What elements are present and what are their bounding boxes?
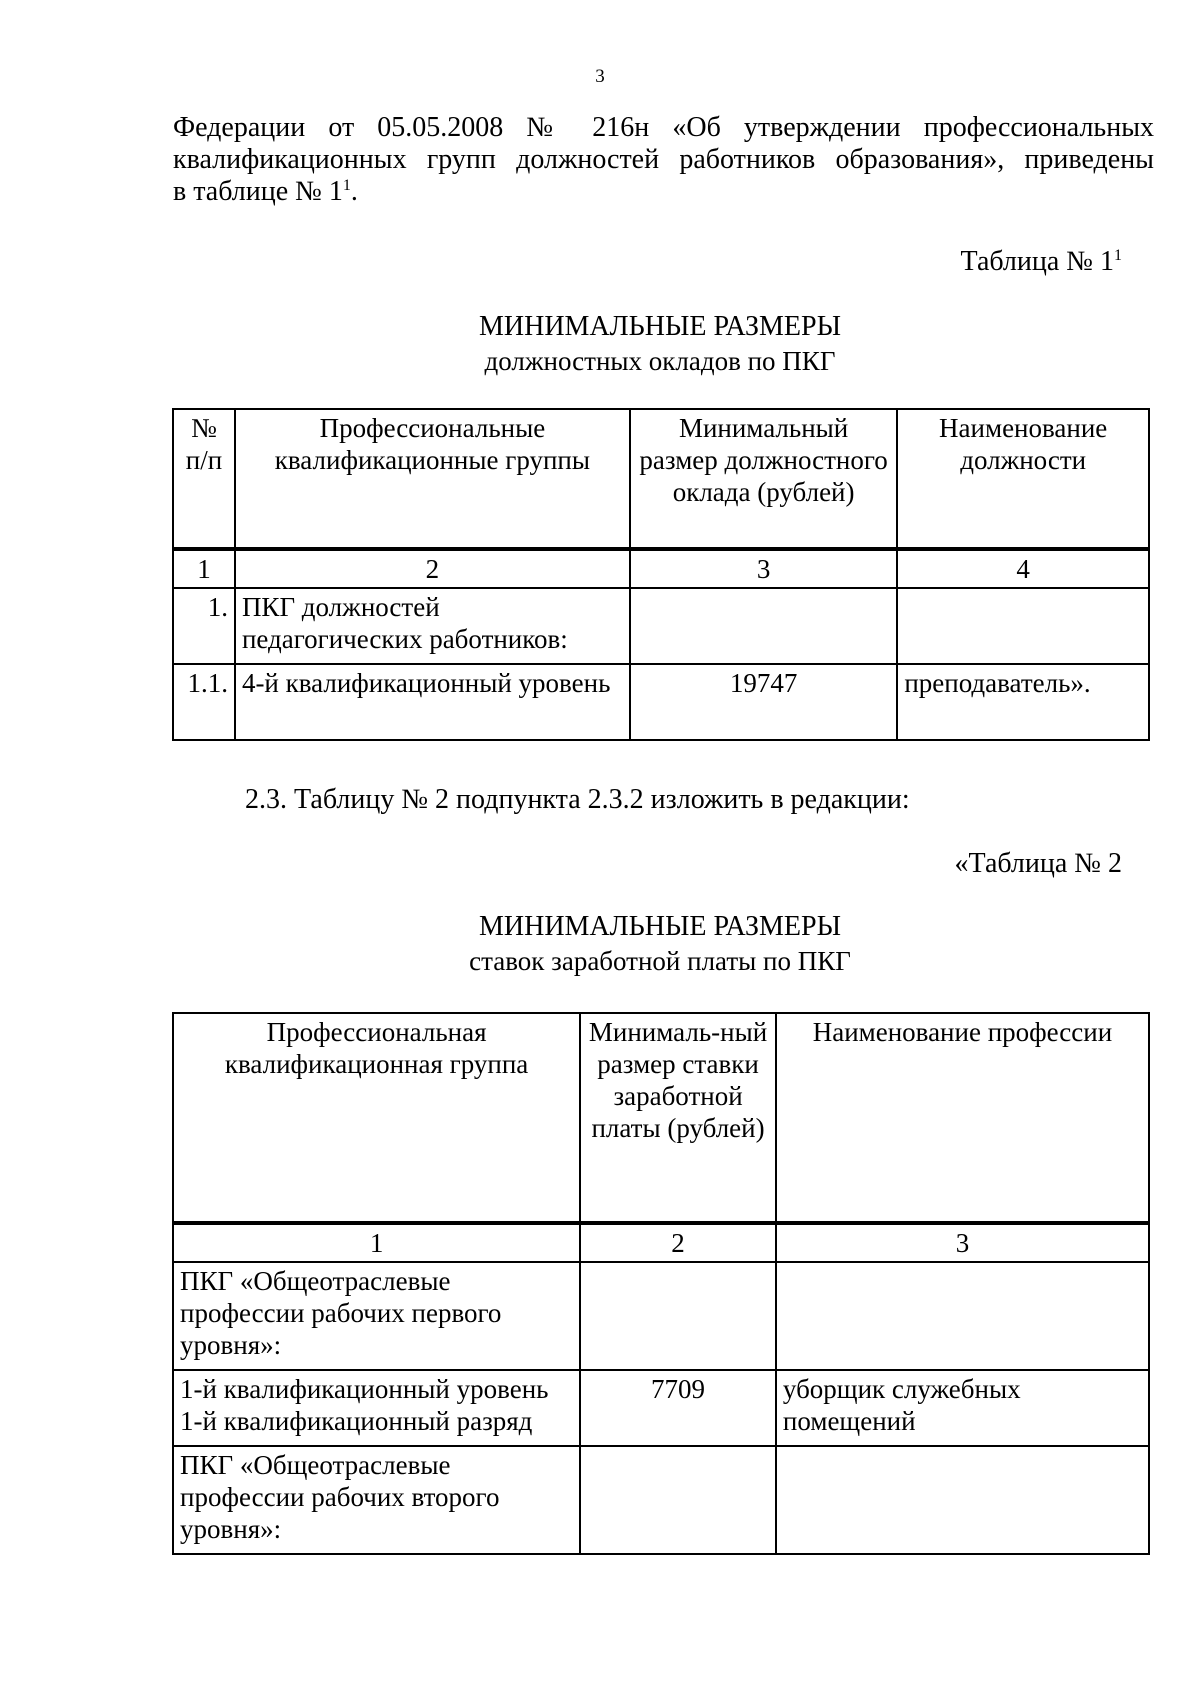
row-group: ПКГ «Общеотраслевые профессии рабочих второго уровня»: bbox=[173, 1446, 580, 1554]
table1-header-position: Наименование должности bbox=[897, 409, 1149, 549]
table1-colnum: 3 bbox=[630, 549, 897, 588]
row-position: преподаватель». bbox=[897, 664, 1149, 740]
table1-heading bbox=[0, 310, 1200, 378]
table1-header-num: № п/п bbox=[173, 409, 235, 549]
intro-line-2: квалификационных групп должностей работников образования», приведены bbox=[173, 144, 1154, 175]
table2-title: МИНИМАЛЬНЫЕ РАЗМЕРЫ bbox=[478, 911, 842, 942]
table2-header-row bbox=[173, 1013, 1149, 1223]
row-salary bbox=[630, 588, 897, 664]
table-row bbox=[173, 664, 1149, 740]
table-row bbox=[173, 588, 1149, 664]
row-rate bbox=[580, 1262, 776, 1370]
table1-title: МИНИМАЛЬНЫЕ РАЗМЕРЫ bbox=[478, 311, 842, 342]
table1-colnum: 2 bbox=[235, 549, 630, 588]
table1-label: Таблица № $1^1$ bbox=[960, 246, 1122, 277]
intro-line-1: Федерации от 05.05.2008 № 216н «Об утверждении профессиональных bbox=[173, 112, 1154, 143]
table-row bbox=[173, 1370, 1149, 1446]
row-group: ПКГ должностей педагогических работников: bbox=[235, 588, 630, 664]
table2-colnum: 2 bbox=[580, 1223, 776, 1262]
table2-header-group: Профессиональная квалификационная группа bbox=[173, 1013, 580, 1223]
table1-header-group: Профессиональные квалификационные группы bbox=[235, 409, 630, 549]
table2 bbox=[172, 1012, 1150, 1555]
row-group: 1-й квалификационный уровень 1-й квалификационный разряд bbox=[173, 1370, 580, 1446]
page-number: 3 bbox=[595, 66, 605, 87]
table1 bbox=[172, 408, 1150, 741]
row-profession bbox=[776, 1262, 1149, 1370]
row-group: ПКГ «Общеотраслевые профессии рабочих первого уровня»: bbox=[173, 1262, 580, 1370]
row-rate: 7709 bbox=[580, 1370, 776, 1446]
table2-colnum: 1 bbox=[173, 1223, 580, 1262]
section-paragraph: 2.3. Таблицу № 2 подпункта 2.3.2 изложить в редакции: bbox=[245, 784, 910, 815]
table-row bbox=[173, 1262, 1149, 1370]
table1-numbering-row bbox=[173, 549, 1149, 588]
row-salary: 19747 bbox=[630, 664, 897, 740]
table2-numbering-row bbox=[173, 1223, 1149, 1262]
table1-colnum: 4 bbox=[897, 549, 1149, 588]
table2-header-rate: Минималь-ный размер ставки заработной платы (рублей) bbox=[580, 1013, 776, 1223]
footnote-mark: 1 bbox=[342, 177, 351, 194]
row-number: 1.1. bbox=[173, 664, 235, 740]
row-number: 1. bbox=[173, 588, 235, 664]
row-group: 4-й квалификационный уровень bbox=[235, 664, 630, 740]
table1-header-salary: Минимальный размер должностного оклада (рублей) bbox=[630, 409, 897, 549]
table2-colnum: 3 bbox=[776, 1223, 1149, 1262]
table-row bbox=[173, 1446, 1149, 1554]
row-profession: уборщик служебных помещений bbox=[776, 1370, 1149, 1446]
table2-heading bbox=[0, 910, 1200, 978]
table1-colnum: 1 bbox=[173, 549, 235, 588]
table1-subtitle: должностных окладов по ПКГ bbox=[484, 346, 836, 376]
intro-paragraph bbox=[173, 112, 1154, 208]
intro-line-3: в таблице № $1^1$. bbox=[173, 176, 358, 207]
table2-label: «Таблица № 2 bbox=[954, 848, 1122, 879]
table2-subtitle: ставок заработной платы по ПКГ bbox=[469, 946, 851, 976]
row-position bbox=[897, 588, 1149, 664]
table2-header-profession: Наименование профессии bbox=[776, 1013, 1149, 1223]
row-profession bbox=[776, 1446, 1149, 1554]
table1-header-row bbox=[173, 409, 1149, 549]
row-rate bbox=[580, 1446, 776, 1554]
